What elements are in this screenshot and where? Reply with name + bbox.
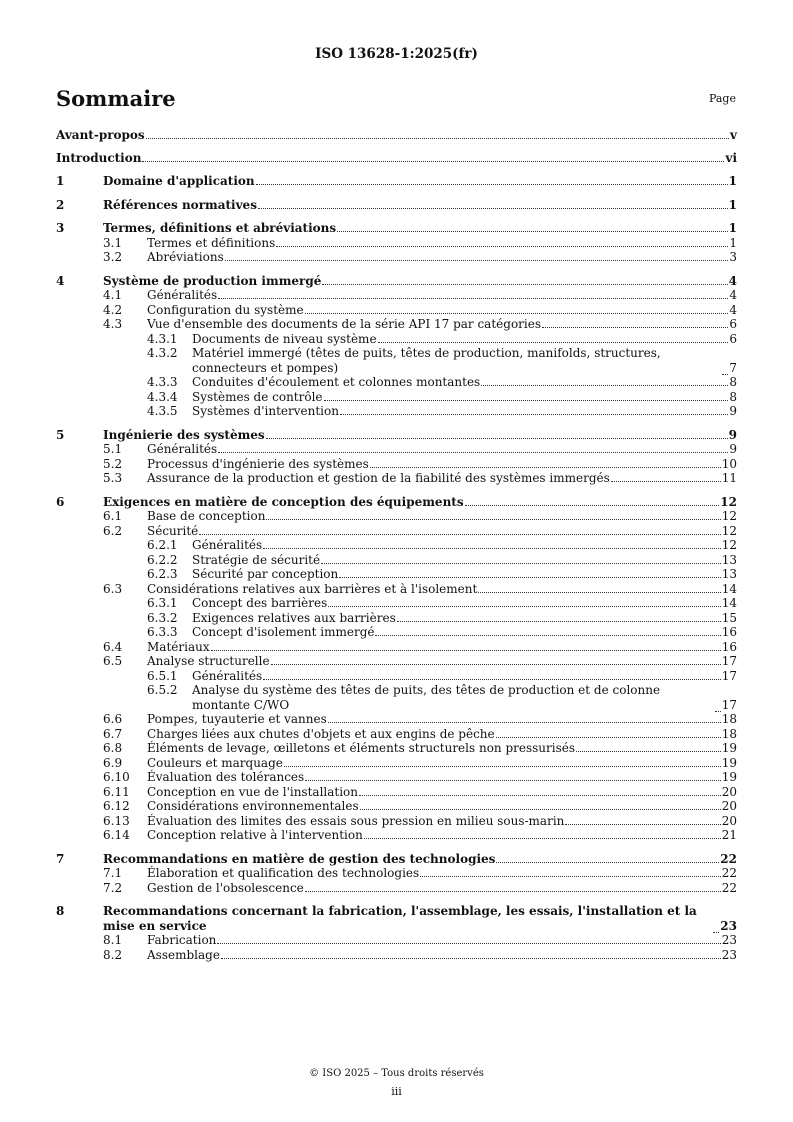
- toc-entry-page: 15: [721, 610, 737, 625]
- dot-leader: [217, 933, 720, 944]
- toc-entry-page: 12: [721, 509, 737, 523]
- page-column-label: Page: [708, 92, 736, 105]
- toc-entry-title: Base de conception: [147, 509, 266, 523]
- toc-entry-title: Exigences relatives aux barrières: [192, 610, 396, 625]
- dot-leader: [364, 828, 721, 839]
- toc-entry-page: 20: [721, 784, 737, 799]
- toc-entry[interactable]: [56, 221, 737, 236]
- toc-entry-page: 14: [721, 581, 737, 596]
- document-header: ISO 13628-1:2025(fr): [315, 46, 478, 62]
- toc-entry-number: 6.12: [103, 799, 130, 813]
- toc-entry-number: 4.2: [103, 302, 123, 317]
- toc-entry-title: Sécurité: [147, 523, 199, 538]
- toc-entry-page: 17: [721, 697, 737, 712]
- toc-entry[interactable]: [56, 404, 737, 419]
- toc-entry[interactable]: [56, 332, 737, 347]
- toc-entry-number: 6.3: [103, 581, 123, 596]
- dot-leader: [305, 770, 721, 781]
- toc-entry-title: Analyse du système des têtes de puits, des têtes de production et de colonne montante C/WO: [192, 683, 661, 712]
- toc-entry-page: 11: [721, 471, 737, 485]
- dot-leader: [576, 741, 721, 752]
- toc-entry-number: 6.2.1: [147, 538, 178, 552]
- toc-entry-page: 3: [729, 250, 737, 264]
- toc-entry-number: 6.2: [103, 523, 123, 538]
- toc-entry-page: 22: [721, 866, 737, 880]
- toc-entry-number: 8.1: [103, 933, 123, 947]
- dot-leader: [715, 701, 721, 712]
- toc-entry-number: 3.1: [103, 235, 123, 250]
- toc-entry-title: Vue d'ensemble des documents de la série API 17 par catégories: [147, 317, 542, 331]
- toc-entry-page: 23: [721, 947, 737, 962]
- toc-entry-page: v: [730, 128, 737, 142]
- toc-entry-number: 6.5: [103, 654, 123, 668]
- toc-entry-title: Abréviations: [147, 250, 224, 264]
- toc-entry-number: 5.3: [103, 471, 123, 485]
- toc-entry-page: 16: [721, 625, 737, 639]
- toc-entry-number: 5.2: [103, 456, 123, 471]
- toc-entry-page: 13: [721, 552, 737, 567]
- toc-entry[interactable]: [56, 375, 737, 390]
- dot-leader: [565, 814, 720, 825]
- dot-leader: [359, 785, 721, 796]
- toc-entry[interactable]: [56, 654, 737, 669]
- toc-entry-page: 9: [729, 404, 737, 418]
- toc-entry-title: Fabrication: [147, 933, 217, 947]
- dot-leader: [420, 866, 721, 877]
- toc-entry-number: 4: [56, 273, 65, 288]
- toc-entry-number: 3.2: [103, 250, 123, 264]
- toc-entry[interactable]: [56, 553, 737, 568]
- toc-entry[interactable]: [56, 669, 737, 684]
- dot-leader: [722, 364, 728, 375]
- toc-entry[interactable]: [56, 948, 737, 963]
- toc-entry[interactable]: [56, 625, 737, 640]
- toc-entry-number: 6.4: [103, 639, 123, 654]
- toc-entry-number: 6.2.3: [147, 567, 178, 581]
- dot-leader: [225, 250, 729, 261]
- toc-entry-page: 12: [720, 494, 737, 509]
- toc-entry-page: 4: [728, 273, 737, 288]
- toc-entry-page: 23: [720, 918, 737, 933]
- toc-entry-number: 6.9: [103, 755, 123, 770]
- toc-entry-title: Conception en vue de l'installation: [147, 784, 359, 799]
- toc-entry-title: Introduction: [56, 150, 142, 165]
- toc-entry-title: Recommandations en matière de gestion des technologies: [103, 851, 496, 866]
- toc-entry[interactable]: [56, 770, 737, 785]
- dot-leader: [284, 756, 721, 767]
- toc-entry-title: Systèmes de contrôle: [192, 389, 323, 404]
- toc-entry-number: 3: [56, 221, 65, 235]
- dot-leader: [611, 471, 721, 482]
- toc-entry-page: 23: [721, 933, 737, 947]
- toc-entry-number: 5.1: [103, 442, 123, 456]
- toc-entry-page: 4: [729, 288, 737, 302]
- toc-entry-title: Généralités: [147, 288, 218, 302]
- toc-entry-page: 1: [728, 174, 737, 188]
- toc-entry-number: 8.2: [103, 947, 123, 962]
- toc-entry-page: 18: [721, 712, 737, 726]
- dot-leader: [146, 128, 729, 139]
- dot-leader: [263, 538, 721, 549]
- toc-entry-number: 6.6: [103, 712, 123, 726]
- toc-entry-page: 20: [721, 813, 737, 828]
- toc-entry[interactable]: [56, 611, 737, 626]
- toc-entry[interactable]: [56, 785, 737, 800]
- toc-entry-title: Élaboration et qualification des technologies: [147, 866, 420, 880]
- dot-leader: [339, 567, 720, 578]
- dot-leader: [360, 799, 721, 810]
- toc-entry-number: 6.7: [103, 726, 123, 741]
- toc-entry-page: 17: [721, 654, 737, 668]
- toc-entry-page: 6: [729, 331, 737, 346]
- dot-leader: [328, 596, 720, 607]
- dot-leader: [266, 509, 720, 520]
- dot-leader: [266, 428, 728, 439]
- toc-entry-page: 21: [721, 828, 737, 842]
- toc-entry-title: Évaluation des limites des essais sous pression en milieu sous-marin: [147, 813, 565, 828]
- dot-leader: [542, 317, 728, 328]
- toc-entry-title: Assurance de la production et gestion de la fiabilité des systèmes immergés: [147, 471, 610, 485]
- toc-entry-page: 4: [729, 302, 737, 317]
- toc-entry-number: 4.3.2: [147, 346, 178, 360]
- toc-entry[interactable]: [56, 727, 737, 742]
- toc-entry-number: 5: [56, 427, 65, 442]
- toc-entry-title: Matériaux: [147, 639, 210, 654]
- toc-entry-page: 9: [728, 427, 737, 442]
- toc-entry-title: Concept des barrières: [192, 596, 328, 610]
- toc-entry[interactable]: [56, 128, 737, 143]
- toc-entry[interactable]: [56, 881, 737, 896]
- toc-entry-number: 4.3.3: [147, 375, 178, 389]
- toc-entry-page: 1: [728, 197, 737, 212]
- toc-entry-number: 7: [56, 851, 65, 866]
- toc-entry-number: 4.1: [103, 288, 123, 302]
- dot-leader: [375, 625, 720, 636]
- toc-entry[interactable]: [56, 236, 737, 251]
- toc-entry-title: Sécurité par conception: [192, 567, 339, 581]
- toc-entry-title: Recommandations concernant la fabrication, l'assemblage, les essais, l'installation et la mise en service: [103, 904, 697, 933]
- toc-entry-page: 18: [721, 726, 737, 741]
- toc-entry-title: Documents de niveau système: [192, 331, 377, 346]
- toc-entry-number: 4.3.5: [147, 404, 178, 418]
- dot-leader: [478, 582, 720, 593]
- toc-entry-title: Évaluation des tolérances: [147, 770, 305, 784]
- toc-entry[interactable]: [56, 596, 737, 611]
- toc-entry[interactable]: [56, 471, 737, 486]
- toc-entry-title: Analyse structurelle: [147, 654, 270, 668]
- dot-leader: [211, 640, 721, 651]
- toc-entry-number: 7.1: [103, 866, 123, 880]
- toc-entry[interactable]: [56, 509, 737, 524]
- toc-entry-title: Configuration du système: [147, 302, 304, 317]
- toc-entry-page: 6: [729, 317, 737, 331]
- toc-entry-title: Assemblage: [147, 947, 220, 962]
- toc-entry-page: 8: [729, 375, 737, 389]
- toc-entry-page: 14: [721, 596, 737, 610]
- toc-entry-page: 17: [721, 668, 737, 683]
- page-number: iii: [391, 1085, 402, 1098]
- toc-entry[interactable]: [56, 799, 737, 814]
- toc-entry-title: Gestion de l'obsolescence: [147, 880, 304, 895]
- dot-leader: [340, 404, 728, 415]
- toc-entry[interactable]: [56, 828, 737, 843]
- dot-leader: [322, 274, 727, 285]
- toc-entry-title: Processus d'ingénierie des systèmes: [147, 456, 369, 471]
- toc-entry[interactable]: [56, 442, 737, 457]
- toc-entry-title: Références normatives: [103, 197, 257, 212]
- toc-entry-number: 4.3.1: [147, 331, 178, 346]
- toc-entry-number: 6.5.1: [147, 668, 178, 683]
- toc-entry-title: Conduites d'écoulement et colonnes montantes: [192, 375, 481, 389]
- toc-entry-page: 13: [721, 567, 737, 581]
- toc-entry-page: 1: [729, 235, 737, 250]
- toc-entry-number: 6.3.1: [147, 596, 178, 610]
- toc-entry-title: Système de production immergé: [103, 273, 322, 288]
- dot-leader: [199, 524, 720, 535]
- toc-entry[interactable]: [56, 852, 737, 867]
- dot-leader: [142, 151, 724, 162]
- toc-entry[interactable]: [56, 346, 737, 375]
- toc-entry-number: 6.8: [103, 741, 123, 755]
- toc-entry-page: 12: [721, 523, 737, 538]
- dot-leader: [337, 221, 728, 232]
- toc-entry-title: Ingénierie des systèmes: [103, 427, 265, 442]
- toc-entry[interactable]: [56, 756, 737, 771]
- toc-entry-title: Conception relative à l'intervention: [147, 828, 363, 842]
- toc-entry-title: Généralités: [147, 442, 218, 456]
- toc-entry[interactable]: [56, 683, 737, 712]
- toc-entry-page: 1: [728, 221, 737, 235]
- dot-leader: [324, 390, 729, 401]
- toc-entry[interactable]: [56, 317, 737, 332]
- toc-entry-page: 16: [721, 639, 737, 654]
- toc-entry-page: vi: [725, 150, 737, 165]
- toc-entry-title: Considérations environnementales: [147, 799, 359, 813]
- toc-entry-title: Domaine d'application: [103, 174, 255, 188]
- toc-entry-number: 2: [56, 197, 65, 212]
- dot-leader: [276, 236, 728, 247]
- toc-entry-number: 6.11: [103, 784, 130, 799]
- toc-entry-page: 20: [721, 799, 737, 813]
- toc-entry[interactable]: [56, 741, 737, 756]
- toc-entry-page: 10: [721, 456, 737, 471]
- toc-entry[interactable]: [56, 288, 737, 303]
- dot-leader: [305, 303, 729, 314]
- toc-entry-page: 19: [721, 741, 737, 755]
- toc-entry[interactable]: [56, 151, 737, 166]
- toc-entry-title: Pompes, tuyauterie et vannes: [147, 712, 327, 726]
- toc-entry[interactable]: [56, 390, 737, 405]
- dot-leader: [271, 654, 721, 665]
- dot-leader: [397, 611, 721, 622]
- toc-entry-title: Termes, définitions et abréviations: [103, 221, 337, 235]
- toc-entry[interactable]: [56, 933, 737, 948]
- toc-entry-title: Couleurs et marquage: [147, 755, 283, 770]
- dot-leader: [370, 457, 721, 468]
- toc-entry[interactable]: [56, 524, 737, 539]
- toc-entry[interactable]: [56, 640, 737, 655]
- toc-entry-number: 7.2: [103, 880, 123, 895]
- toc-entry-title: Considérations relatives aux barrières et à l'isolement: [147, 581, 478, 596]
- toc-entry[interactable]: [56, 904, 737, 933]
- toc-entry[interactable]: [56, 567, 737, 582]
- toc-entry-title: Concept d'isolement immergé: [192, 625, 375, 639]
- dot-leader: [305, 881, 721, 892]
- toc-entry[interactable]: [56, 198, 737, 213]
- dot-leader: [256, 174, 728, 185]
- toc-entry[interactable]: [56, 866, 737, 881]
- toc-entry[interactable]: [56, 538, 737, 553]
- toc-entry-number: 6.3.3: [147, 625, 178, 639]
- toc-entry[interactable]: [56, 174, 737, 189]
- toc-entry[interactable]: [56, 712, 737, 727]
- toc-entry[interactable]: [56, 274, 737, 289]
- toc-entry-number: 1: [56, 174, 65, 188]
- toc-entry-title: Généralités: [192, 668, 263, 683]
- toc-entry-number: 6.3.2: [147, 610, 178, 625]
- toc-entry[interactable]: [56, 582, 737, 597]
- dot-leader: [496, 727, 721, 738]
- toc-entry-title: Généralités: [192, 538, 263, 552]
- dot-leader: [218, 288, 728, 299]
- toc-entry-number: 8: [56, 904, 65, 918]
- toc-entry-number: 6.5.2: [147, 683, 178, 697]
- dot-leader: [465, 495, 720, 506]
- toc-entry-number: 4.3.4: [147, 389, 178, 404]
- dot-leader: [378, 332, 729, 343]
- toc-entry-number: 6.1: [103, 509, 123, 523]
- dot-leader: [218, 442, 728, 453]
- toc-entry-number: 4.3: [103, 317, 123, 331]
- toc-entry[interactable]: [56, 428, 737, 443]
- dot-leader: [496, 852, 719, 863]
- toc-entry-number: 6.10: [103, 770, 130, 784]
- toc-entry-page: 7: [729, 360, 737, 375]
- dot-leader: [481, 375, 728, 386]
- table-of-contents: [56, 128, 737, 962]
- toc-entry-number: 6.2.2: [147, 552, 178, 567]
- toc-entry-number: 6.13: [103, 813, 130, 828]
- toc-entry-title: Termes et définitions: [147, 235, 276, 250]
- toc-entry[interactable]: [56, 250, 737, 265]
- page-title: Sommaire: [56, 86, 176, 111]
- toc-entry[interactable]: [56, 457, 737, 472]
- dot-leader: [321, 553, 721, 564]
- dot-leader: [258, 198, 728, 209]
- toc-entry[interactable]: [56, 814, 737, 829]
- toc-entry-page: 8: [729, 389, 737, 404]
- toc-entry-title: Éléments de levage, œilletons et éléments structurels non pressurisés: [147, 741, 576, 755]
- dot-leader: [713, 922, 719, 933]
- toc-entry-title: Matériel immergé (têtes de puits, têtes de production, manifolds, structures, connecteurs et pompes): [192, 346, 661, 375]
- copyright-footer: © ISO 2025 – Tous droits réservés: [309, 1068, 484, 1079]
- toc-entry-page: 19: [721, 770, 737, 784]
- toc-entry[interactable]: [56, 303, 737, 318]
- toc-entry-title: Systèmes d'intervention: [192, 404, 339, 418]
- toc-entry-title: Exigences en matière de conception des équipements: [103, 494, 464, 509]
- toc-entry-title: Avant-propos: [56, 128, 145, 142]
- toc-entry-number: 6.14: [103, 828, 130, 842]
- toc-entry-page: 12: [721, 538, 737, 552]
- toc-entry-page: 22: [721, 880, 737, 895]
- toc-entry-page: 9: [729, 442, 737, 456]
- toc-entry-title: Charges liées aux chutes d'objets et aux engins de pêche: [147, 726, 495, 741]
- toc-entry-page: 22: [720, 851, 737, 866]
- dot-leader: [263, 669, 721, 680]
- toc-entry-number: 6: [56, 494, 65, 509]
- toc-entry-page: 19: [721, 755, 737, 770]
- toc-entry[interactable]: [56, 495, 737, 510]
- dot-leader: [221, 948, 721, 959]
- toc-entry-title: Stratégie de sécurité: [192, 552, 321, 567]
- dot-leader: [328, 712, 721, 723]
